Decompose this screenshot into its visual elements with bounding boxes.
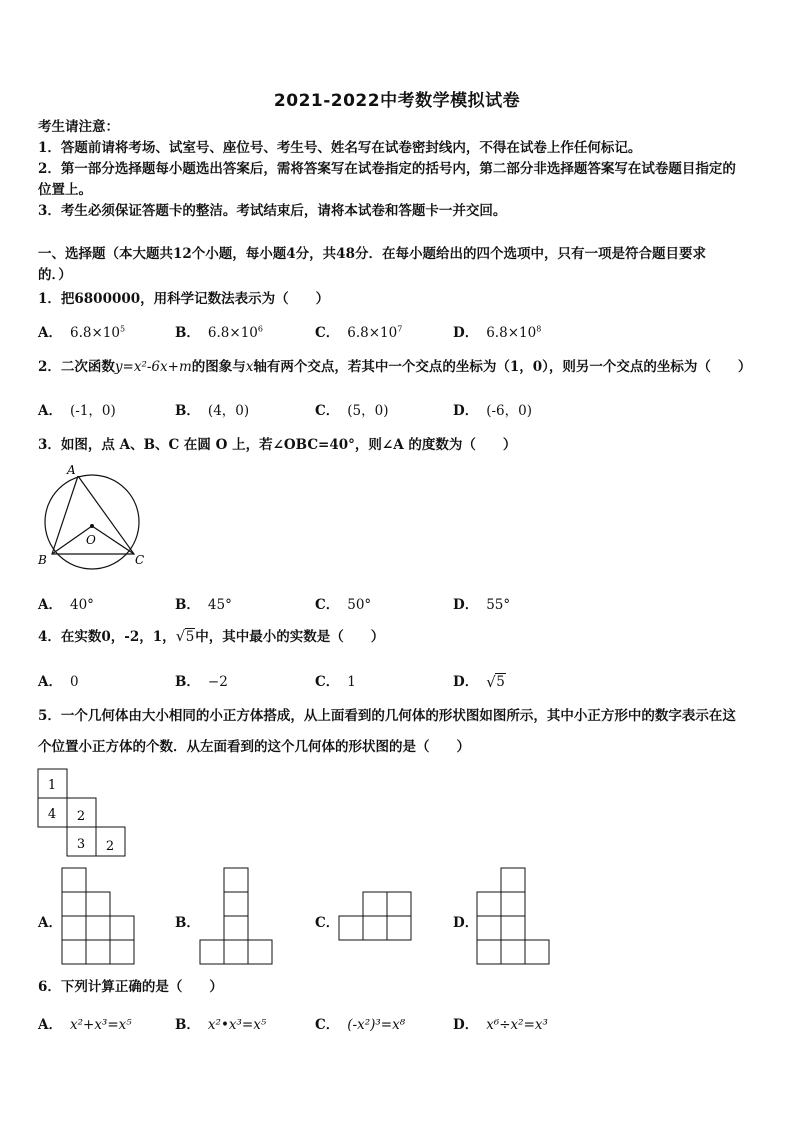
circle-o — [45, 475, 139, 569]
q5-option-d-label: D． — [453, 915, 479, 931]
q5-option-b-figure — [199, 867, 275, 967]
grid-num-2: 4 — [47, 807, 57, 822]
grid-num-3: 2 — [76, 809, 86, 824]
q5-option-c-figure — [338, 891, 414, 943]
q1-option-d: D． $6.8\times 10^8$ — [453, 324, 542, 341]
q5-option-c-label: C． — [315, 915, 340, 931]
label-b: B — [38, 553, 47, 567]
q6-option-c: C． (-x²)³=x⁸ — [315, 1017, 406, 1033]
q5-option-a-figure — [61, 867, 137, 967]
q6-option-a: A． x²+x³=x⁵ — [38, 1017, 132, 1033]
page-title: 2021-2022中考数学模拟试卷 — [273, 91, 521, 111]
q1-stem: 1．把6800000，用科学记数法表示为（ ） — [38, 291, 330, 307]
center-point — [90, 524, 94, 528]
q6-option-b: B． x²•x³=x⁵ — [175, 1017, 267, 1033]
q2-option-a: A． (-1，0) — [38, 403, 116, 419]
label-a: A — [67, 463, 76, 477]
notice-item-3: 3．考生必须保证答题卡的整洁。考试结束后，请将本试卷和答题卡一并交回。 — [38, 203, 507, 219]
q1-option-a: A． $6.8\times 10^5$ — [38, 324, 126, 341]
q4-option-c: C． 1 — [315, 674, 356, 690]
section-heading: 一、选择题（本大题共12个小题，每小题4分，共48分．在每小题给出的四个选项中，只有一项是符合题目要求 — [38, 246, 706, 262]
notice-heading: 考生请注意： — [38, 119, 119, 135]
q2-stem: 2．二次函数y=x²-6x+m的图象与x轴有两个交点，若其中一个交点的坐标为（1，0），则另一个交点的坐标为（ ） — [38, 359, 752, 375]
notice-item-2: 2．第一部分选择题每小题选出答案后，需将答案写在试卷指定的括号内，第二部分非选择题答案写在试卷题目指定的 — [38, 161, 736, 177]
grid-num-1: 1 — [47, 778, 57, 793]
q2-option-c: C． (5，0) — [315, 403, 389, 419]
q6-stem: 6．下列计算正确的是（ ） — [38, 979, 223, 995]
label-c: C — [135, 553, 145, 567]
q3-option-c: C． 50° — [315, 597, 372, 613]
q2-option-d: D． (-6，0) — [453, 403, 532, 419]
segment-oc — [92, 526, 134, 554]
label-o: O — [86, 533, 96, 547]
q3-option-d: D． 55° — [453, 597, 511, 613]
q1-option-b: B． $6.8\times 10^6$ — [175, 324, 263, 341]
q5-stem-line1: 5．一个几何体由大小相同的小正方体搭成，从上面看到的几何体的形状图如图所示，其中小正方形中的数字表示在这 — [38, 708, 736, 724]
q3-option-a: A． 40° — [38, 597, 94, 613]
q5-option-b-label: B． — [175, 915, 200, 931]
circle-figure — [34, 460, 150, 570]
q6-option-d: D． x⁶÷x²=x³ — [453, 1017, 548, 1033]
q2-option-b: B． (4，0) — [175, 403, 250, 419]
q5-option-d-figure — [476, 867, 552, 967]
notice-item-1: 1．答题前请将考场、试室号、座位号、考生号、姓名写在试卷密封线内，不得在试卷上作任何标记。 — [38, 140, 642, 156]
top-view-grid — [37, 768, 132, 860]
q4-option-a: A． 0 — [38, 674, 79, 690]
q4-option-d: D． √ 5 — [453, 673, 505, 691]
grid-num-5: 2 — [105, 839, 115, 854]
q5-option-a-label: A． — [38, 915, 62, 931]
q5-stem-line2: 个位置小正方体的个数．从左面看到的这个几何体的形状图的是（ ） — [38, 739, 470, 755]
q1-option-c: C． $6.8\times 10^7$ — [315, 324, 403, 341]
grid-num-4: 3 — [76, 837, 86, 852]
section-heading-cont: 的．） — [38, 267, 72, 283]
q4-option-b: B． −2 — [175, 674, 228, 690]
q4-stem: 4．在实数0，-2，1， √ 5中，其中最小的实数是（ ） — [38, 627, 385, 645]
q3-option-b: B． 45° — [175, 597, 232, 613]
q3-stem: 3．如图，点 A、B、C 在圆 O 上，若∠OBC=40°，则∠A 的度数为（ ） — [38, 437, 517, 453]
notice-item-2-cont: 位置上。 — [38, 182, 92, 198]
